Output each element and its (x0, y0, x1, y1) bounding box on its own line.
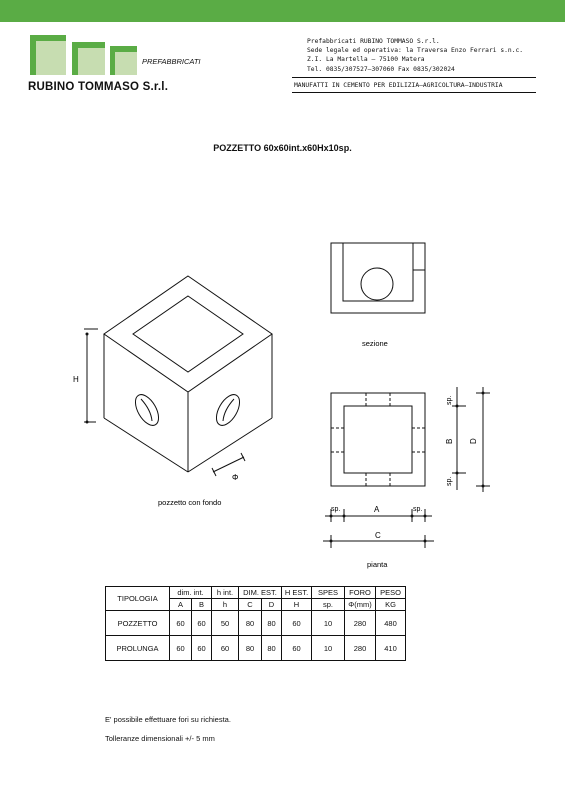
hole-dimension (212, 453, 245, 476)
header-group: DIM. EST. (239, 587, 282, 599)
header-group: SPES (312, 587, 345, 599)
cell: 410 (376, 636, 406, 661)
plan-b-label: B (445, 438, 454, 444)
cell: 80 (239, 611, 262, 636)
subheader: KG (376, 599, 406, 611)
cell: 480 (376, 611, 406, 636)
iso-height-label: H (73, 375, 79, 384)
plan-sp-top-label: sp. (446, 395, 453, 405)
cell: 80 (262, 611, 282, 636)
cell: 50 (212, 611, 239, 636)
subheader: A (170, 599, 192, 611)
address-line: Prefabbricati RUBINO TOMMASO S.r.l. (307, 38, 440, 45)
header-group: h int. (212, 587, 239, 599)
subheader: B (192, 599, 212, 611)
table-row (106, 611, 406, 636)
plan-horizontal-dimensions (323, 509, 434, 548)
cell: 60 (170, 636, 192, 661)
cell: 280 (345, 636, 376, 661)
cell: 60 (282, 611, 312, 636)
table-header-row (106, 587, 406, 599)
header-group: H EST. (282, 587, 312, 599)
cell: 280 (345, 611, 376, 636)
subheader: C (239, 599, 262, 611)
plan-c-label: C (375, 531, 381, 540)
brand-small-label: PREFABBRICATI (142, 57, 201, 66)
plan-view (331, 393, 425, 486)
header-group: dim. int. (170, 587, 212, 599)
header-tipologia: TIPOLOGIA (106, 587, 170, 611)
row-name: PROLUNGA (106, 636, 170, 661)
table-row (106, 636, 406, 661)
section-view (331, 243, 425, 313)
cell: 60 (192, 611, 212, 636)
cell: 80 (262, 636, 282, 661)
subheader: D (262, 599, 282, 611)
address-line: Sede legale ed operativa: la Traversa Enzo Ferrari s.n.c. (307, 47, 524, 55)
cell: 10 (312, 636, 345, 661)
hole-edge-left (141, 399, 152, 421)
company-tagline: MANUFATTI IN CEMENTO PER EDILIZIA—AGRICOLTURA—INDUSTRIA (294, 82, 503, 89)
plan-sp-right-label: sp. (413, 506, 423, 513)
header-group: FORO (345, 587, 376, 599)
isometric-box (104, 276, 272, 472)
plan-caption: pianta (367, 560, 388, 569)
section-caption: sezione (362, 339, 388, 348)
side-hole-left (131, 391, 164, 429)
section-hole (361, 268, 393, 300)
cell: 80 (239, 636, 262, 661)
cell: 10 (312, 611, 345, 636)
row-name: POZZETTO (106, 611, 170, 636)
subheader: H (282, 599, 312, 611)
address-line: Z.I. La Martella — 75100 Matera (307, 56, 425, 64)
spec-table (105, 586, 406, 661)
iso-caption: pozzetto con fondo (158, 498, 222, 507)
iso-hole-label: Φ (232, 473, 239, 482)
plan-sp-bottom-label: sp. (446, 476, 453, 486)
note-tolerance: Tolleranze dimensionali +/- 5 mm (105, 734, 215, 743)
note-holes: E' possibile effettuare fori su richiesta. (105, 715, 231, 724)
side-hole-right (212, 391, 245, 429)
cell: 60 (212, 636, 239, 661)
header-group: PESO (376, 587, 406, 599)
cell: 60 (192, 636, 212, 661)
company-name: RUBINO TOMMASO S.r.l. (28, 81, 169, 93)
hole-edge-right (223, 399, 234, 421)
subheader: Φ(mm) (345, 599, 376, 611)
document-title: POZZETTO 60x60int.x60Hx10sp. (213, 143, 352, 153)
cell: 60 (282, 636, 312, 661)
plan-sp-left-label: sp. (331, 506, 341, 513)
plan-a-label: A (374, 505, 380, 514)
height-dimension (84, 329, 98, 422)
subheader: h (212, 599, 239, 611)
address-line: Tel. 0835/307527—307060 Fax 0835/302024 (307, 65, 455, 73)
cell: 60 (170, 611, 192, 636)
plan-d-label: D (469, 438, 478, 444)
subheader: sp. (312, 599, 345, 611)
